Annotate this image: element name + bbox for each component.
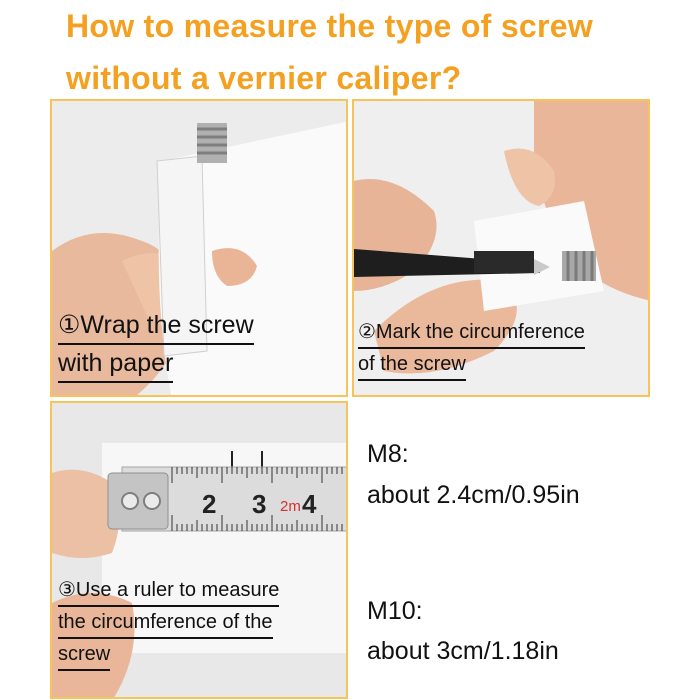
step-1-photo (50, 99, 348, 397)
m8-value: about 2.4cm/0.95in (367, 481, 580, 509)
ruler-tick-3: 3 (252, 489, 267, 519)
m10-label: M10: (367, 597, 423, 625)
page-title (66, 0, 686, 104)
ruler-tick-2: 2 (202, 489, 217, 519)
step-3-photo (50, 401, 348, 699)
ruler-tick-4: 4 (302, 489, 317, 519)
step-1-line-2: with paper (58, 345, 173, 383)
step-1-line-1: ①Wrap the screw (58, 307, 254, 345)
step-2-caption (358, 317, 585, 381)
step-2-line-1: ②Mark the circumference (358, 317, 585, 349)
ruler-unit-mark: 2m (280, 498, 301, 515)
step-3-line-1: ③Use a ruler to measure (58, 575, 279, 607)
step-3-line-2: the circumference of the (58, 607, 273, 639)
step-2-line-2: of the screw (358, 349, 466, 381)
m10-value: about 3cm/1.18in (367, 637, 559, 665)
step-3-caption (58, 575, 279, 671)
title-line-1: How to measure the type of screw (66, 8, 594, 44)
title-line-2: without a vernier caliper? (66, 60, 462, 96)
m8-label: M8: (367, 440, 409, 468)
step-2-photo (352, 99, 650, 397)
step-1-caption (58, 307, 254, 383)
step-3-line-3: screw (58, 639, 110, 671)
